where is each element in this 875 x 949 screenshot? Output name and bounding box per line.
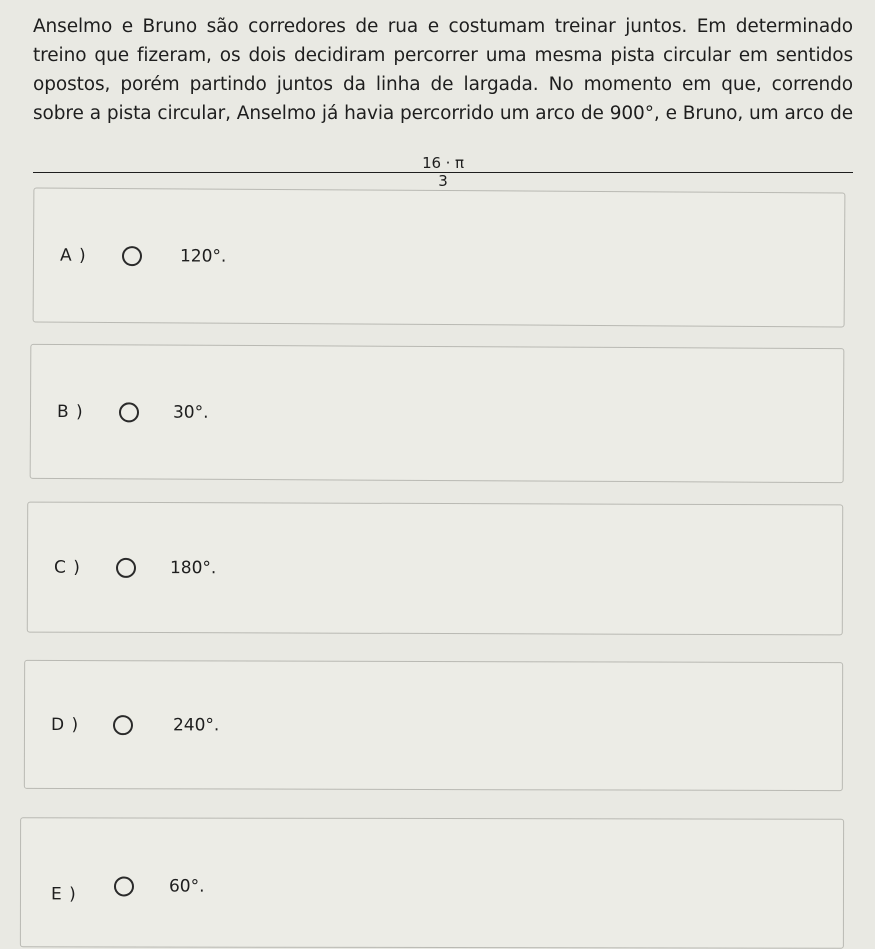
option-value: 60°. — [168, 876, 205, 897]
option-letter: A ) — [59, 245, 87, 266]
option-a[interactable] — [33, 188, 846, 328]
option-letter: C ) — [53, 557, 81, 578]
radio-button[interactable] — [119, 402, 139, 422]
option-b[interactable] — [30, 344, 845, 483]
radio-button[interactable] — [122, 246, 142, 266]
radio-button[interactable] — [114, 876, 134, 896]
option-letter: B ) — [56, 401, 84, 422]
option-e[interactable] — [20, 817, 844, 948]
radio-button[interactable] — [113, 715, 133, 735]
question-text-start: Anselmo e Bruno são corredores de rua e costumam treinar juntos. Em determinado treino que fizeram, os dois decidiram percorrer uma mesma pista circular em sentidos opostos, porém partindo juntos da linha de largada. No momento em que, correndo sobre a pista circular, Anselmo já havia percorrido um arco de 900°, e Bruno, um arco de — [33, 16, 853, 124]
option-c[interactable] — [27, 502, 843, 636]
option-letter: D ) — [50, 714, 80, 735]
option-value: 240°. — [172, 714, 220, 735]
fraction-denominator: 3 — [438, 172, 448, 190]
option-value: 120°. — [179, 245, 227, 267]
option-d[interactable] — [24, 660, 843, 791]
fraction — [33, 155, 853, 190]
fraction-numerator: 16 · π — [33, 155, 853, 173]
option-value: 30°. — [172, 402, 209, 423]
option-value: 180°. — [169, 557, 217, 578]
option-letter: E ) — [50, 884, 77, 905]
radio-button[interactable] — [116, 557, 136, 577]
